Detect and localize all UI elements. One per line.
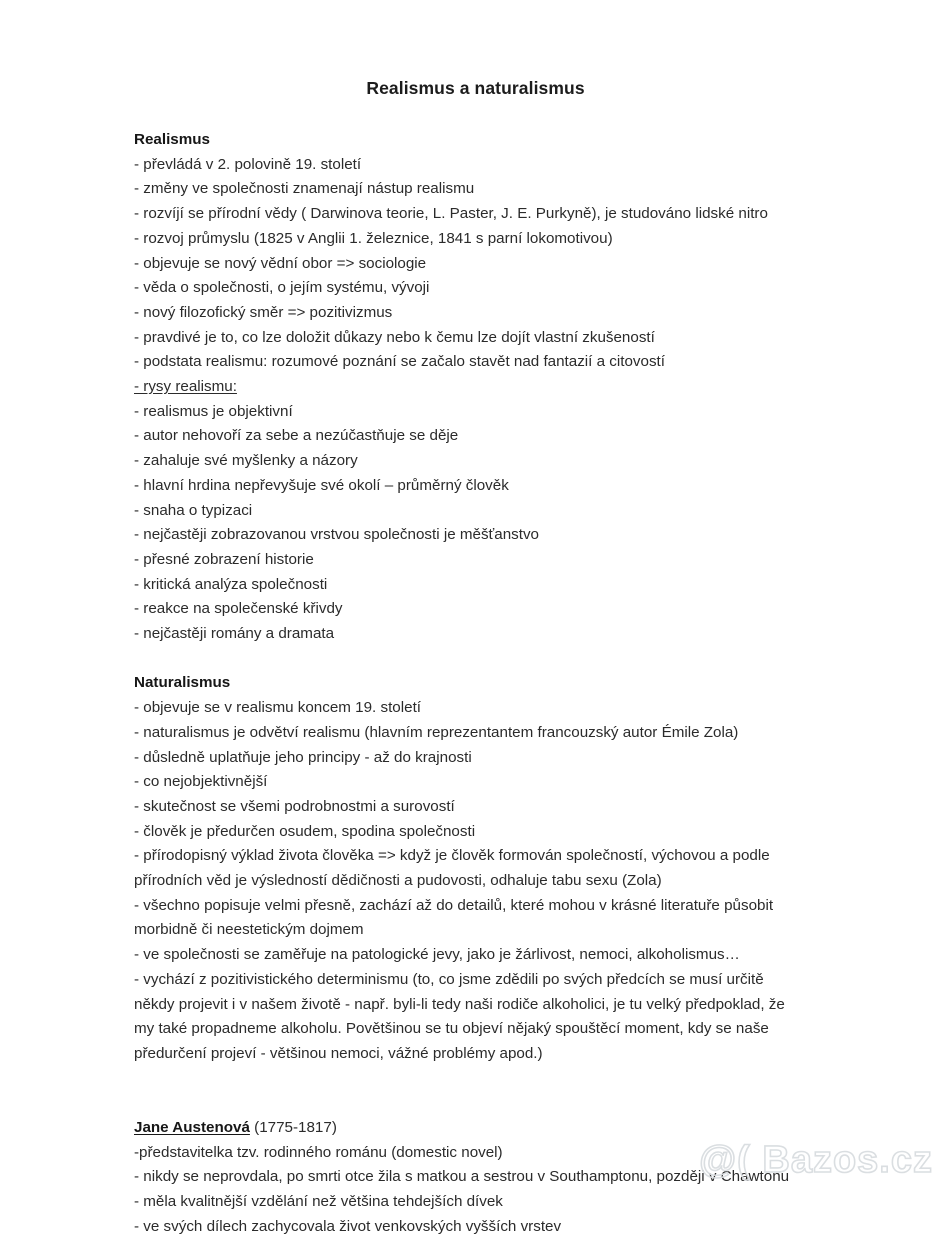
list-item: - člověk je předurčen osudem, spodina společnosti [134,822,476,840]
author-name: Jane Austenová [134,1119,250,1137]
list-item: - pravdivé je to, co lze doložit důkazy nebo k čemu lze dojít vlastní zkušeností [134,328,655,346]
list-item: - co nejobjektivnější [134,773,268,791]
list-item: - měla kvalitnější vzdělání než většina tehdejších dívek [134,1193,503,1211]
list-item: - nejčastěji romány a dramata [134,625,335,643]
bazos-watermark: @( Bazos.cz [699,1139,933,1181]
section-heading-naturalismus: Naturalismus [134,674,231,692]
list-item: - věda o společnosti, o jejím systému, vývoji [134,279,430,297]
list-item: - objevuje se v realismu koncem 19. století [134,699,422,717]
list-item: - změny ve společnosti znamenají nástup realismu [134,180,475,198]
author-dates: (1775-1817) [249,1119,337,1137]
page-title: Realismus a naturalismus [366,78,585,98]
author-heading-jane-austenova [134,1116,802,1141]
list-item: - přesné zobrazení historie [134,550,314,568]
section-heading-realismus: Realismus [134,131,210,148]
list-item: - ve svých dílech zachycovala život venkovských vyšších vrstev [134,1217,562,1235]
paragraph-spacer [134,1067,802,1092]
list-item: - zahaluje své myšlenky a názory [134,452,358,470]
list-item: - nejčastěji zobrazovanou vrstvou společnosti je měšťanstvo [134,526,539,544]
list-item: - všechno popisuje velmi přesně, zachází až do detailů, které mohou v krásné literatuře působit morbidně či neestetickým dojmem [134,896,778,939]
subsection-heading-rysy-realismu: - rysy realismu: [134,378,237,396]
list-item: - přírodopisný výklad života člověka => když je člověk formován společností, výchovou a podle přírodních věd je výsledností dědičnosti a pudovosti, odhaluje tabu sexu (Zola) [134,847,774,890]
list-item: - naturalismus je odvětví realismu (hlavním reprezentantem francouzský autor Émile Zola) [134,723,739,741]
list-item: - nikdy se neprovdala, po smrti otce žila s matkou a sestrou v Southamptonu, později v Chawtonu [134,1168,790,1186]
list-item: - snaha o typizaci [134,501,253,519]
list-item: - autor nehovoří za sebe a nezúčastňuje se děje [134,427,459,445]
list-item: - rozvíjí se přírodní vědy ( Darwinova teorie, L. Paster, J. E. Purkyně), je studováno lidské nitro [134,205,768,223]
list-item: - objevuje se nový vědní obor => sociologie [134,254,427,272]
list-item: - skutečnost se všemi podrobnostmi a surovostí [134,797,455,815]
list-item: - nový filozofický směr => pozitivizmus [134,303,393,321]
list-item: - rozvoj průmyslu (1825 v Anglii 1. železnice, 1841 s parní lokomotivou) [134,229,613,247]
list-item: - hlavní hrdina nepřevyšuje své okolí – průměrný člověk [134,476,509,494]
list-item: - důsledně uplatňuje jeho principy - až do krajnosti [134,748,472,766]
list-item: -představitelka tzv. rodinného románu (domestic novel) [134,1143,503,1161]
list-item: - kritická analýza společnosti [134,575,328,593]
list-item: - realismus je objektivní [134,402,293,420]
list-item: - podstata realismu: rozumové poznání se začalo stavět nad fantazií a citovostí [134,353,665,371]
list-item: - ve společnosti se zaměřuje na patologické jevy, jako je žárlivost, nemoci, alkoholismus… [134,946,740,964]
paragraph-spacer [134,647,802,672]
list-item: - reakce na společenské křivdy [134,600,343,618]
paragraph-spacer [134,1091,802,1116]
list-item: - vychází z pozitivistického determinismu (to, co jsme zdědili po svých předcích se musí určitě někdy projevit i v našem životě - např. byli-li tedy naši rodiče alkoholici, je tu velký předpoklad, že my také propadneme alkoholu. Povětšinou se tu objeví nějaký spouštěcí moment, kdy se naše předurčení projeví - většinou nemoci, vážné problémy apod.) [134,970,790,1062]
list-item: - převládá v 2. polovině 19. století [134,155,362,173]
document-body [134,128,802,1240]
